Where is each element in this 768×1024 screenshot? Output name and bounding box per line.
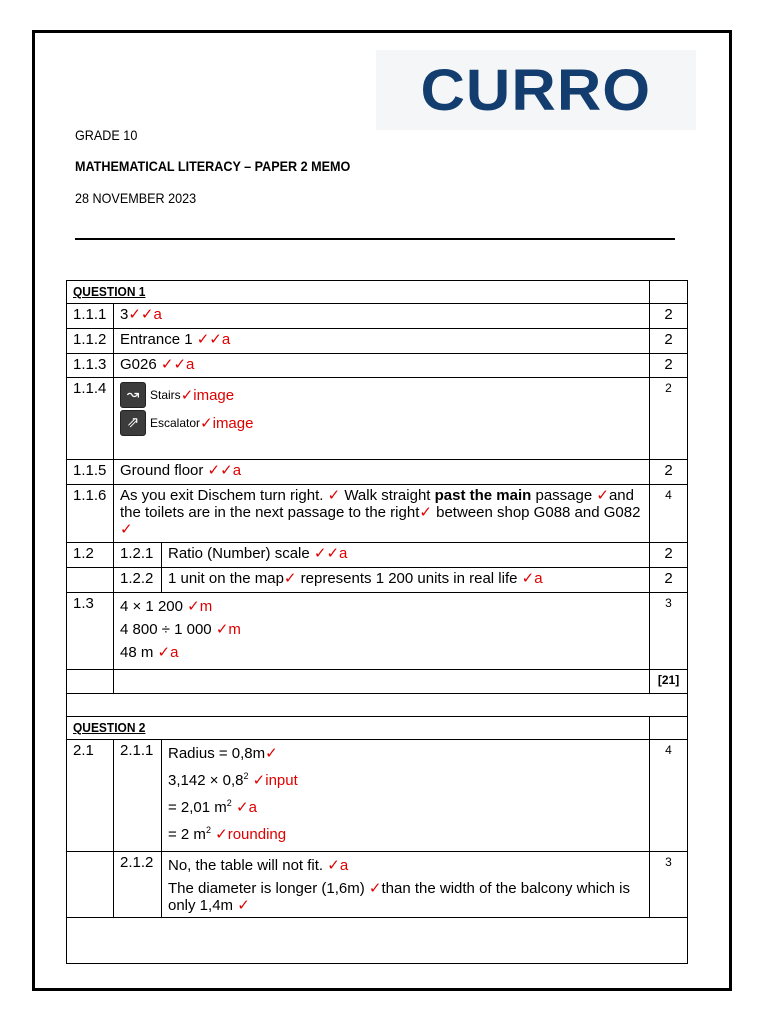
mark-note: a <box>339 545 348 562</box>
tick-icon: ✓ <box>283 570 297 587</box>
answer-text: The diameter is longer (1,6m) <box>168 880 369 897</box>
mark-note: a <box>534 570 543 587</box>
tick-icon: ✓ <box>215 621 229 638</box>
table-row <box>67 740 688 852</box>
header-divider <box>75 238 675 240</box>
exam-date: 28 NOVEMBER 2023 <box>75 190 197 206</box>
calc-line <box>168 822 643 843</box>
logo-text: CURRO <box>420 57 652 123</box>
tick-icon: ✓ <box>313 545 327 562</box>
calc-line <box>168 857 643 874</box>
calc-line <box>168 768 643 789</box>
table-row <box>67 485 688 543</box>
curro-logo <box>376 50 696 130</box>
tick-icon: ✓ <box>220 462 233 479</box>
memo-title: MATHEMATICAL LITERACY – PAPER 2 MEMO <box>75 158 351 174</box>
q2-heading-row <box>67 717 688 740</box>
mark-value: 2 <box>650 354 688 378</box>
tick-icon: ✓ <box>200 414 213 432</box>
mark-note: m <box>228 621 241 638</box>
answer-text: 3,142 × 0,8 <box>168 772 244 789</box>
tick-icon: ✓ <box>327 857 340 874</box>
tick-icon: ✓ <box>265 745 278 762</box>
mark-note: image <box>193 386 235 404</box>
answer-text: than the width of the balcony which is only 1,4m <box>168 880 630 914</box>
tick-icon: ✓ <box>235 799 249 816</box>
answer-text: between shop G088 and G082 <box>431 504 641 521</box>
question-number: 1.1.6 <box>67 485 114 543</box>
table-row <box>67 378 688 460</box>
mark-value: 4 <box>650 485 688 543</box>
sub-question-number: 1.2.1 <box>114 543 162 568</box>
calc-line <box>120 644 643 661</box>
tick-icon: ✓ <box>196 331 210 348</box>
mark-value: 2 <box>650 568 688 593</box>
tick-icon: ✓ <box>327 487 341 504</box>
sub-question-number: 2.1.1 <box>114 740 162 852</box>
calc-line <box>168 745 643 762</box>
question-total: [21] <box>650 670 688 694</box>
q1-heading-row <box>67 281 688 304</box>
tick-icon: ✓ <box>140 306 154 323</box>
answer-text: Ground floor <box>120 462 208 479</box>
tick-icon: ✓ <box>368 880 382 897</box>
tick-icon: ✓ <box>128 306 141 323</box>
total-row <box>67 670 688 694</box>
answer-text: 1 unit on the map <box>168 570 284 587</box>
answer-text: G026 <box>120 356 161 373</box>
sub-question-number: 2.1.2 <box>114 852 162 918</box>
escalator-icon: ⇗ <box>120 410 146 436</box>
calc-line <box>168 880 643 914</box>
mark-note: a <box>153 306 162 323</box>
table-row <box>67 543 688 568</box>
question-number: 1.1.1 <box>67 304 114 329</box>
grade-label: GRADE 10 <box>75 127 138 143</box>
tick-icon: ✓ <box>596 487 609 504</box>
question-number: 1.3 <box>67 593 114 670</box>
question-number: 1.1.5 <box>67 460 114 485</box>
exponent: 2 <box>243 771 249 781</box>
tick-icon: ✓ <box>237 897 250 914</box>
mark-value: 2 <box>650 460 688 485</box>
table-row <box>67 568 688 593</box>
spacer-row <box>67 918 688 964</box>
mark-value: 2 <box>650 543 688 568</box>
table-row <box>67 329 688 354</box>
answer-text: = 2 m <box>168 826 206 843</box>
answer-text: Entrance 1 <box>120 331 197 348</box>
mark-value: 3 <box>650 593 688 670</box>
answer-text: Stairs <box>150 387 181 402</box>
answer-text: 3 <box>120 306 129 323</box>
mark-note: a <box>186 356 195 373</box>
question-number: 1.1.4 <box>67 378 114 460</box>
mark-value: 4 <box>650 740 688 852</box>
mark-note: a <box>248 799 257 816</box>
stairs-answer <box>120 382 643 408</box>
mark-note: input <box>265 772 298 789</box>
tick-icon: ✓ <box>252 772 266 789</box>
question-number: 2.1 <box>67 740 114 852</box>
answer-text: represents 1 200 units in real life <box>296 570 522 587</box>
mark-value: 3 <box>650 852 688 918</box>
sub-question-number: 1.2.2 <box>114 568 162 593</box>
question-number: 1.1.2 <box>67 329 114 354</box>
tick-icon: ✓ <box>187 598 200 615</box>
answer-text-bold: past the main <box>434 487 532 504</box>
table-row <box>67 593 688 670</box>
answer-text: passage <box>531 487 597 504</box>
calc-line <box>120 621 643 638</box>
table-row <box>67 852 688 918</box>
answer-text: Radius = 0,8m <box>168 745 266 762</box>
answer-text: Escalator <box>150 415 201 430</box>
answer-text: Ratio (Number) scale <box>168 545 314 562</box>
spacer-row <box>67 694 688 717</box>
answer-text: = 2,01 m <box>168 799 227 816</box>
answer-text: As you exit Dischem turn right. <box>120 487 328 504</box>
stairs-icon: ↝ <box>120 382 146 408</box>
mark-note: a <box>339 857 349 874</box>
exponent: 2 <box>205 825 211 835</box>
mark-note: m <box>199 598 213 615</box>
mark-note: image <box>212 414 254 432</box>
answer-text: and the toilets are in the next passage to the right <box>120 487 634 521</box>
tick-icon: ✓ <box>120 521 133 538</box>
mark-value: 2 <box>650 378 688 460</box>
q1-heading: QUESTION 1 <box>73 284 146 299</box>
mark-note: rounding <box>227 826 287 843</box>
escalator-answer <box>120 410 643 436</box>
mark-value: 2 <box>650 329 688 354</box>
tick-icon: ✓ <box>173 356 187 373</box>
mark-note: a <box>221 331 231 348</box>
tick-icon: ✓ <box>207 462 221 479</box>
answer-text: 4 800 ÷ 1 000 <box>120 621 216 638</box>
answer-text: Walk straight <box>340 487 435 504</box>
question-number: 1.2 <box>67 543 114 568</box>
tick-icon: ✓ <box>160 356 174 373</box>
calc-line <box>120 598 643 615</box>
exponent: 2 <box>226 798 232 808</box>
question-number: 1.1.3 <box>67 354 114 378</box>
calc-line <box>168 795 643 816</box>
answer-text: 4 × 1 200 <box>120 598 188 615</box>
q2-heading: QUESTION 2 <box>73 720 146 735</box>
tick-icon: ✓ <box>209 331 222 348</box>
answer-text: 48 m <box>120 644 158 661</box>
memo-table <box>66 280 688 964</box>
answer-text: No, the table will not fit. <box>168 857 328 874</box>
tick-icon: ✓ <box>215 826 228 843</box>
mark-note: a <box>232 462 242 479</box>
tick-icon: ✓ <box>326 545 340 562</box>
tick-icon: ✓ <box>419 504 432 521</box>
tick-icon: ✓ <box>180 386 194 404</box>
tick-icon: ✓ <box>521 570 535 587</box>
mark-value: 2 <box>650 304 688 329</box>
mark-note: a <box>170 644 179 661</box>
table-row <box>67 354 688 378</box>
table-row <box>67 304 688 329</box>
table-row <box>67 460 688 485</box>
tick-icon: ✓ <box>157 644 171 661</box>
